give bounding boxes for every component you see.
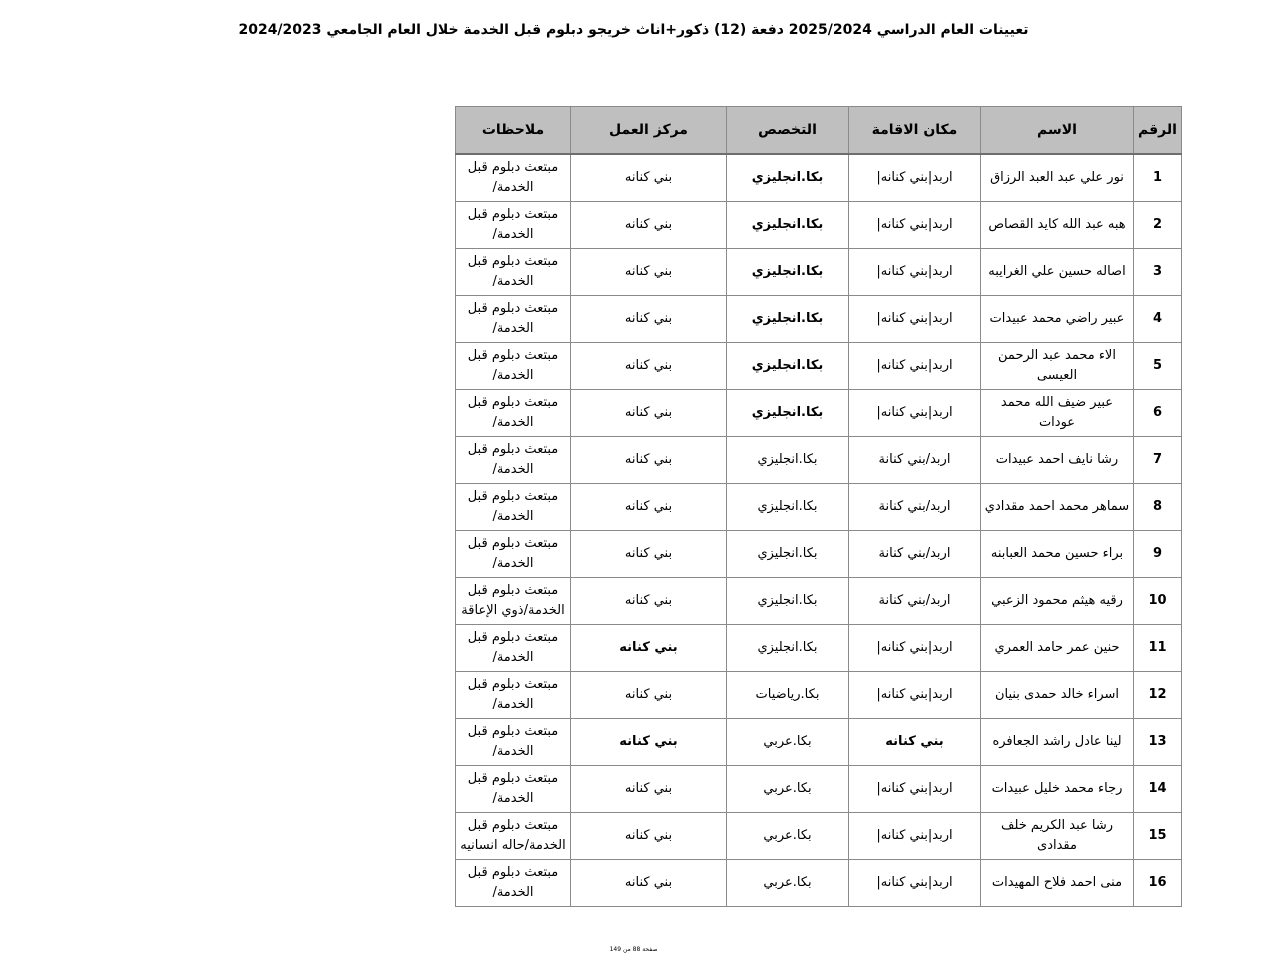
cell-name: براء حسين محمد العبابنه (981, 531, 1134, 578)
table-row (456, 249, 1182, 296)
cell-residence: اربد|بني كنانه| (849, 625, 981, 672)
cell-residence: اربد|بني كنانه| (849, 672, 981, 719)
table-header-row (456, 107, 1182, 155)
cell-name: سماهر محمد احمد مقدادي (981, 484, 1134, 531)
table-header (456, 107, 1182, 155)
cell-notes: مبتعث دبلوم قبل الخدمة/ (456, 766, 571, 813)
cell-residence: اربد/بني كنانة (849, 437, 981, 484)
cell-workplace: بني كنانه (571, 813, 727, 860)
cell-residence: بني كنانه (849, 719, 981, 766)
cell-workplace: بني كنانه (571, 202, 727, 249)
cell-specialty: بكا.رياضيات (727, 672, 849, 719)
header-specialty: التخصص (727, 107, 849, 155)
cell-workplace: بني كنانه (571, 531, 727, 578)
header-workplace: مركز العمل (571, 107, 727, 155)
cell-num: 5 (1134, 343, 1182, 390)
cell-workplace: بني كنانه (571, 390, 727, 437)
cell-specialty: بكا.انجليزي (727, 484, 849, 531)
cell-residence: اربد|بني كنانه| (849, 249, 981, 296)
cell-specialty: بكا.انجليزي (727, 437, 849, 484)
cell-num: 1 (1134, 154, 1182, 202)
table-row (456, 437, 1182, 484)
cell-specialty: بكا.انجليزي (727, 154, 849, 202)
header-residence: مكان الاقامة (849, 107, 981, 155)
cell-num: 7 (1134, 437, 1182, 484)
table-row (456, 766, 1182, 813)
table-body (456, 154, 1182, 907)
cell-notes: مبتعث دبلوم قبل الخدمة/ (456, 296, 571, 343)
cell-num: 15 (1134, 813, 1182, 860)
table-row (456, 343, 1182, 390)
cell-workplace: بني كنانه (571, 766, 727, 813)
cell-specialty: بكا.انجليزي (727, 578, 849, 625)
table-row (456, 202, 1182, 249)
cell-residence: اربد/بني كنانة (849, 531, 981, 578)
table-row (456, 813, 1182, 860)
cell-notes: مبتعث دبلوم قبل الخدمة/ (456, 719, 571, 766)
cell-specialty: بكا.انجليزي (727, 625, 849, 672)
cell-name: عبير ضيف الله محمد عودات (981, 390, 1134, 437)
cell-specialty: بكا.انجليزي (727, 296, 849, 343)
header-notes: ملاحظات (456, 107, 571, 155)
cell-specialty: بكا.انجليزي (727, 202, 849, 249)
cell-workplace: بني كنانه (571, 672, 727, 719)
table-row (456, 860, 1182, 907)
cell-specialty: بكا.عربي (727, 860, 849, 907)
header-name: الاسم (981, 107, 1134, 155)
table-row (456, 154, 1182, 202)
cell-num: 13 (1134, 719, 1182, 766)
cell-notes: مبتعث دبلوم قبل الخدمة/ (456, 860, 571, 907)
cell-num: 12 (1134, 672, 1182, 719)
cell-name: لينا عادل راشد الجعافره (981, 719, 1134, 766)
cell-residence: اربد|بني كنانه| (849, 296, 981, 343)
cell-name: اسراء خالد حمدى بنيان (981, 672, 1134, 719)
cell-name: اصاله حسين علي الغرايبه (981, 249, 1134, 296)
cell-num: 16 (1134, 860, 1182, 907)
cell-workplace: بني كنانه (571, 719, 727, 766)
cell-notes: مبتعث دبلوم قبل الخدمة/ (456, 390, 571, 437)
cell-name: عبير راضي محمد عبيدات (981, 296, 1134, 343)
cell-notes: مبتعث دبلوم قبل الخدمة/ (456, 531, 571, 578)
cell-name: رشا نايف احمد عبيدات (981, 437, 1134, 484)
cell-notes: مبتعث دبلوم قبل الخدمة/حاله انسانيه (456, 813, 571, 860)
cell-workplace: بني كنانه (571, 860, 727, 907)
cell-num: 14 (1134, 766, 1182, 813)
table-row (456, 719, 1182, 766)
cell-residence: اربد|بني كنانه| (849, 390, 981, 437)
cell-name: رجاء محمد خليل عبيدات (981, 766, 1134, 813)
cell-num: 11 (1134, 625, 1182, 672)
cell-specialty: بكا.عربي (727, 813, 849, 860)
cell-specialty: بكا.انجليزي (727, 343, 849, 390)
cell-num: 10 (1134, 578, 1182, 625)
cell-workplace: بني كنانه (571, 296, 727, 343)
cell-num: 4 (1134, 296, 1182, 343)
cell-notes: مبتعث دبلوم قبل الخدمة/ (456, 672, 571, 719)
cell-residence: اربد/بني كنانة (849, 578, 981, 625)
cell-notes: مبتعث دبلوم قبل الخدمة/ذوي الإعاقة (456, 578, 571, 625)
table-row (456, 296, 1182, 343)
table-row (456, 390, 1182, 437)
cell-name: رشا عبد الكريم خلف مقدادى (981, 813, 1134, 860)
cell-notes: مبتعث دبلوم قبل الخدمة/ (456, 625, 571, 672)
cell-name: الاء محمد عبد الرحمن العيسى (981, 343, 1134, 390)
cell-residence: اربد|بني كنانه| (849, 154, 981, 202)
cell-notes: مبتعث دبلوم قبل الخدمة/ (456, 343, 571, 390)
table-row (456, 672, 1182, 719)
cell-num: 6 (1134, 390, 1182, 437)
cell-specialty: بكا.انجليزي (727, 531, 849, 578)
cell-workplace: بني كنانه (571, 154, 727, 202)
cell-name: رقيه هيثم محمود الزعبي (981, 578, 1134, 625)
cell-num: 9 (1134, 531, 1182, 578)
cell-workplace: بني كنانه (571, 625, 727, 672)
cell-num: 3 (1134, 249, 1182, 296)
cell-specialty: بكا.عربي (727, 719, 849, 766)
page-title: تعيينات العام الدراسي 2025/2024 دفعة (12) ذكور+اناث خريجو دبلوم قبل الخدمة خلال العام الجامعي 2024/2023 (238, 22, 1029, 38)
cell-num: 2 (1134, 202, 1182, 249)
cell-notes: مبتعث دبلوم قبل الخدمة/ (456, 249, 571, 296)
cell-specialty: بكا.انجليزي (727, 249, 849, 296)
table-row (456, 625, 1182, 672)
table-row (456, 531, 1182, 578)
cell-notes: مبتعث دبلوم قبل الخدمة/ (456, 154, 571, 202)
cell-residence: اربد|بني كنانه| (849, 202, 981, 249)
cell-notes: مبتعث دبلوم قبل الخدمة/ (456, 437, 571, 484)
cell-residence: اربد|بني كنانه| (849, 343, 981, 390)
header-num: الرقم (1134, 107, 1182, 155)
cell-name: هبه عبد الله كايد القصاص (981, 202, 1134, 249)
cell-workplace: بني كنانه (571, 437, 727, 484)
cell-workplace: بني كنانه (571, 343, 727, 390)
cell-notes: مبتعث دبلوم قبل الخدمة/ (456, 484, 571, 531)
cell-notes: مبتعث دبلوم قبل الخدمة/ (456, 202, 571, 249)
cell-workplace: بني كنانه (571, 484, 727, 531)
table-row (456, 578, 1182, 625)
cell-workplace: بني كنانه (571, 578, 727, 625)
cell-specialty: بكا.انجليزي (727, 390, 849, 437)
page-number: صفحة 88 من 149 (609, 946, 658, 953)
cell-residence: اربد|بني كنانه| (849, 766, 981, 813)
cell-name: نور علي عبد العبد الرزاق (981, 154, 1134, 202)
cell-name: منى احمد فلاح المهيدات (981, 860, 1134, 907)
cell-residence: اربد|بني كنانه| (849, 860, 981, 907)
cell-num: 8 (1134, 484, 1182, 531)
table-row (456, 484, 1182, 531)
cell-residence: اربد|بني كنانه| (849, 813, 981, 860)
cell-workplace: بني كنانه (571, 249, 727, 296)
cell-residence: اربد/بني كنانة (849, 484, 981, 531)
cell-specialty: بكا.عربي (727, 766, 849, 813)
appointments-table (455, 106, 1182, 907)
cell-name: حنين عمر حامد العمري (981, 625, 1134, 672)
